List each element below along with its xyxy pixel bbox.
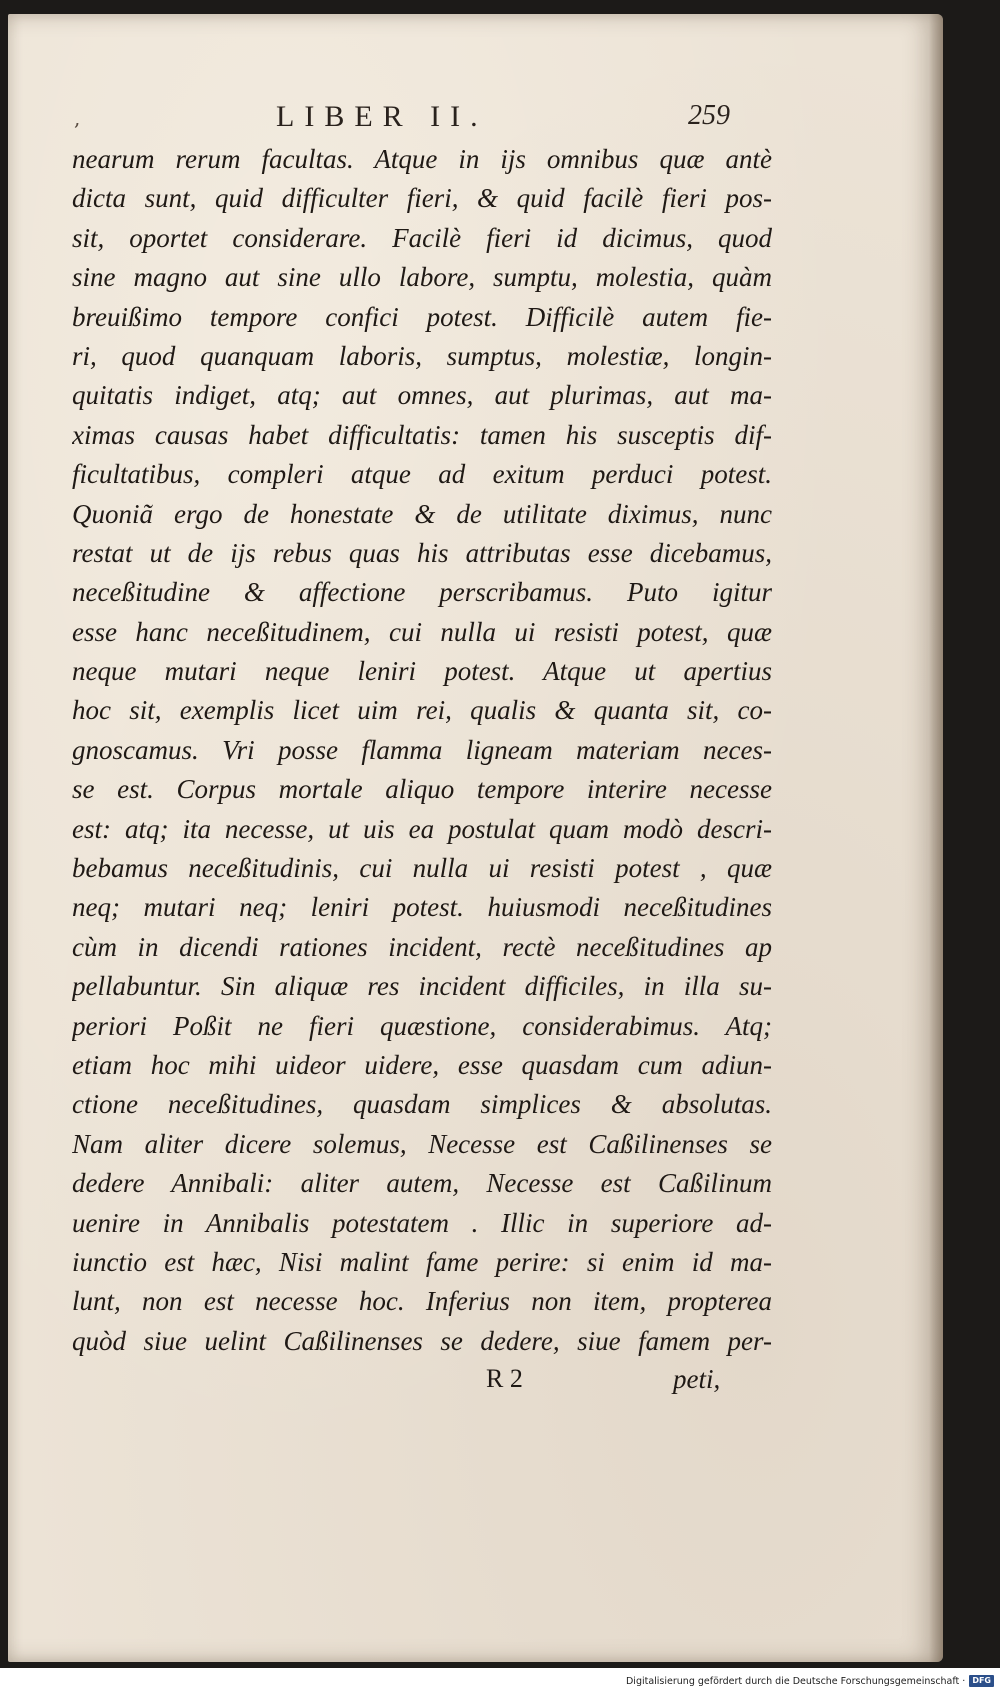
text-line: pellabuntur. Sin aliquæ res incident difficiles, in illa su- (72, 971, 772, 1002)
running-head-mark: , (74, 106, 81, 130)
text-line: ctione neceßitudines, quasdam simplices & absolutas. (72, 1089, 772, 1120)
credit-text: Digitalisierung gefördert durch die Deutsche Forschungsgemeinschaft · (625, 1675, 966, 1687)
text-line: dedere Annibali: aliter autem, Necesse est Caßilinum (72, 1168, 772, 1199)
page-edge-shadow (929, 14, 943, 1662)
text-line: ficultatibus, compleri atque ad exitum perduci potest. (72, 459, 772, 490)
text-line: neceßitudine & affectione perscribamus. Puto igitur (72, 577, 772, 608)
text-line: Nam aliter dicere solemus, Necesse est Caßilinenses se (72, 1128, 772, 1159)
text-line: neq; mutari neq; leniri potest. huiusmodi neceßitudines (72, 892, 772, 923)
text-line: cùm in dicendi rationes incident, rectè neceßitudines ap (72, 931, 772, 962)
text-line: gnoscamus. Vri posse flamma ligneam materiam neces- (72, 734, 772, 765)
text-line: nearum rerum facultas. Atque in ijs omnibus quæ antè (72, 144, 772, 174)
text-line: restat ut de ijs rebus quas his attributas esse dicebamus, (72, 537, 772, 568)
text-line: quitatis indiget, atq; aut omnes, aut plurimas, aut ma- (72, 380, 772, 411)
page-footer (8, 1364, 943, 1404)
text-line: sine magno aut sine ullo labore, sumptu, molestia, quàm (72, 262, 772, 293)
text-line: neque mutari neque leniri potest. Atque ut apertius (72, 656, 772, 687)
text-line: ximas causas habet difficultatis: tamen his susceptis dif- (72, 419, 772, 450)
text-line: etiam hoc mihi uideor uidere, esse quasdam cum adiun- (72, 1049, 772, 1080)
text-line: bebamus neceßitudinis, cui nulla ui resisti potest , quæ (72, 853, 772, 884)
text-line: periori Poßit ne fieri quæstione, considerabimus. Atq; (72, 1010, 772, 1041)
signature-mark: R 2 (486, 1364, 523, 1393)
book-page (8, 14, 943, 1662)
text-line: Quoniã ergo de honestate & de utilitate diximus, nunc (72, 498, 772, 529)
running-head (8, 100, 943, 140)
text-line: lunt, non est necesse hoc. Inferius non item, propterea (72, 1286, 772, 1317)
text-block (72, 140, 772, 1362)
text-line: hoc sit, exemplis licet uim rei, qualis & quanta sit, co- (72, 695, 772, 726)
text-line: est: atq; ita necesse, ut uis ea postulat quam modò descri- (72, 813, 772, 844)
text-line: ri, quod quanquam laboris, sumptus, molestiæ, longin- (72, 340, 772, 371)
text-line: dicta sunt, quid difficulter fieri, & quid facilè fieri pos- (72, 183, 772, 214)
text-line: se est. Corpus mortale aliquo tempore interire necesse (72, 774, 772, 805)
catchword: peti, (673, 1364, 721, 1394)
text-line: iunctio est hæc, Nisi malint fame perire: si enim id ma- (72, 1246, 772, 1277)
digitization-credit (626, 1674, 994, 1688)
page-number: 259 (688, 100, 730, 131)
text-line: sit, oportet considerare. Facilè fieri id dicimus, quod (72, 222, 772, 253)
text-line: quòd siue uelint Caßilinenses se dedere, siue famem per- (72, 1325, 772, 1356)
text-line: uenire in Annibalis potestatem . Illic in superiore ad- (72, 1207, 772, 1238)
dfg-logo: DFG (969, 1675, 994, 1687)
text-line: breuißimo tempore confici potest. Difficilè autem fie- (72, 301, 772, 332)
text-line: esse hanc neceßitudinem, cui nulla ui resisti potest, quæ (72, 616, 772, 647)
running-head-title: LIBER II. (276, 100, 488, 133)
